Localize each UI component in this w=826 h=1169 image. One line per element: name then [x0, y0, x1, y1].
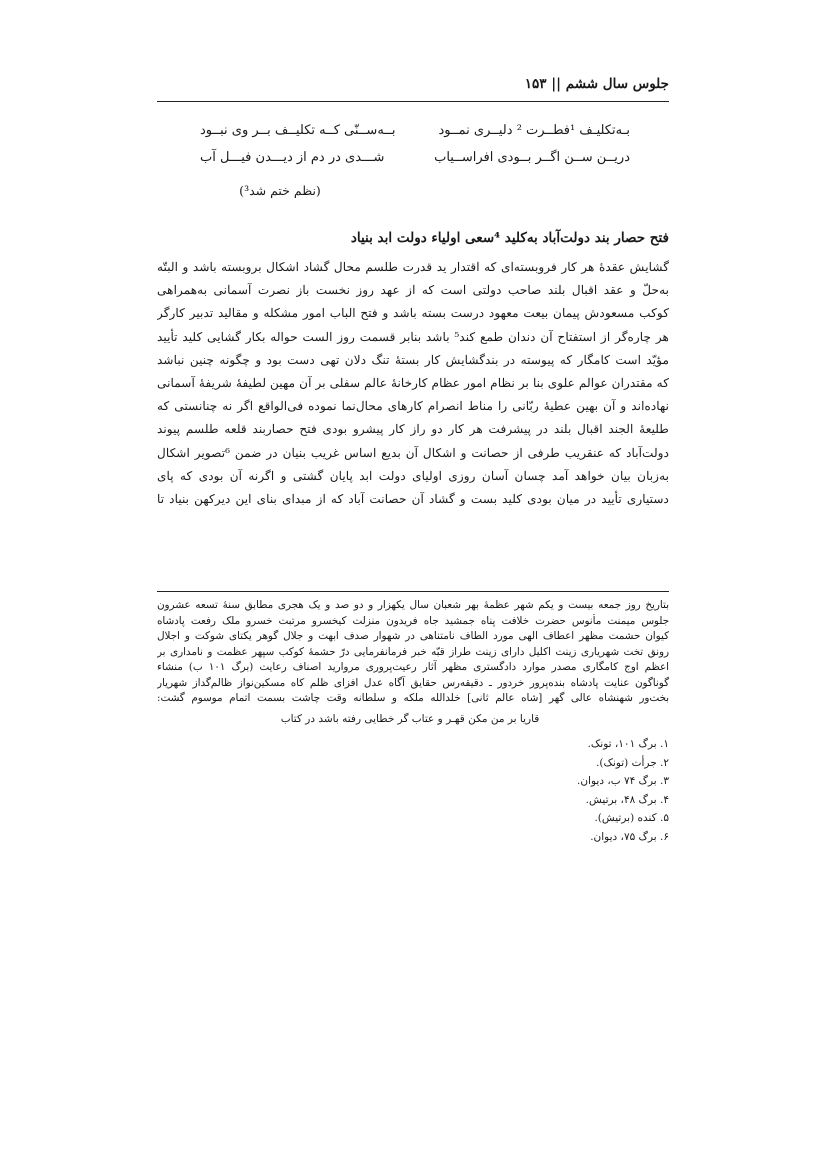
header-rule [157, 101, 669, 102]
footnote-item: ۳. برگ ۷۴ ب، دیوان. [577, 775, 669, 787]
footnote-line: رونق تخت شهریاری زینت اکلیل دارای زینت طراز قبّه خبر فرمانفرمایی درّ حشمهٔ کوکب سپهر عظمت و نامداری بر [157, 645, 669, 658]
footnote-item: ۶. برگ ۷۵، دیوان. [590, 830, 669, 843]
body-paragraph [157, 256, 669, 511]
poem-block [200, 123, 630, 177]
poem-closing-note: (نظم ختم شد³) [239, 183, 321, 198]
body-line: دولت‌آباد که عنقریب طرفی از حصانت و اشکال آن بدیع اساس غریب بنیان در ضمن ⁶تصویر اشکال [157, 445, 669, 460]
poem-line [200, 150, 630, 177]
footnote-line: جلوس میمنت مأنوس حضرت خلافت پناه جمشید جاه فریدون منزلت کیخسرو مرتبت خسرو ملک رفعت پادشاه [157, 614, 669, 627]
body-line: به‌حلّ و عقد اقبال بلند صاحب دولتی است که از عهد روز نخست باز نصرت آسمانی به‌همراهی [157, 283, 669, 298]
poem-hemistich-right: دریــن ســن اگــر بــودی افراســیاب [434, 150, 630, 165]
body-line: دستیاری تأیید در میان بودی کلید بست و گشاد آن حصانت آباد که از مبدای بنای این دیرکهن بنیاد تا [157, 491, 669, 506]
body-line: کوکب مسعودش پیمان بیعت معهود درست بسته باشد و فتح الباب امور مشکله و مقالید تدبیر کارگر [157, 306, 669, 321]
footnote-item: ۴. برگ ۴۸، برتیش. [585, 793, 669, 806]
poem-line [200, 123, 630, 150]
body-line: طلیعهٔ الجند اقبال بلند در پیشرفت هر کار دو راز کار پیشرو بودی فتح حصاربند قلعه طلسم پیوند [157, 422, 669, 437]
poem-hemistich-right: بـه‌تکلیـف ¹فطــرت ² دلیــری نمــود [438, 123, 630, 138]
footnote-line: گوناگون عنایت پادشاه بنده‌پرور خردور ـ دقیقه‌رس حقایق آگاه عدل افزای ظلم کاه مسکین‌نواز ظالم‌گداز شهریار [157, 676, 669, 689]
footnote-verse: قاریا بر من مکن قهـر و عتاب گر خطایی رفته باشد در کتاب [280, 713, 540, 725]
poem-hemistich-left: بــه‌ســنّی کــه تکلیــف بــر وی نبــود [200, 123, 396, 138]
footnote-rule [157, 591, 669, 592]
running-head: جلوس سال ششم || ۱۵۳ [524, 76, 669, 92]
footnote-list [157, 735, 669, 846]
footnote-line: بخت‌ور شهنشاه عالی گهر [شاه عالم ثانی] خلدالله ملکه و سلطانه وقت چاشت بسمت اتمام موسوم گشت: [157, 692, 669, 704]
body-line: نهاده‌اند و آن بهین عطیهٔ ربّانی را مناط انصرام کارهای محال‌نما نموده فی‌الواقع اگر نه چنانستی که [157, 399, 669, 414]
poem-hemistich-left: شـــدی در دم از دیـــدن فیـــل آب [200, 150, 385, 165]
body-line: گشایش عقدهٔ هر کار فروبسته‌ای که اقتدار ید قدرت طلسم محال گشاد اشکال بروبسته باشد و البتّه [157, 260, 669, 274]
section-title: فتح حصار بند دولت‌آباد به‌کلید ⁴سعی اولیاء دولت ابد بنیاد [350, 230, 669, 246]
body-line: که مقتدران عوالم علوی بنا بر نظام امور عظام کارخانهٔ عالم سفلی بر آن مهین لطیفهٔ شریفهٔ آسمانی [157, 375, 669, 390]
body-line: به‌زبان بیان خواهد آمد چسان آسان روزی اولیای دولت ابد پایان گشتی و اگرنه آن بودی که پای [157, 468, 669, 483]
footnote-line: بتاریخ روز جمعه بیست و یکم شهر عظمهٔ بهر شعبان سال یکهزار و دو صد و یک هجری مطابق سنهٔ تسعه عشرون [157, 599, 669, 611]
body-line: هر چاره‌گر از استفتاح آن دندان طمع کند⁵ باشد بنابر قسمت روز الست حواله بکار گشایی کلید تأیید [157, 329, 669, 344]
footnote-paragraph [157, 598, 669, 707]
footnote-item: ۵. کنده (برتیش). [594, 812, 669, 824]
footnote-line: کیوان حشمت مظهر اعطاف الهی مورد الطاف نامتناهی در شهوار صدف ابهت و جلال گوهر یکتای شوکت و اجلال [157, 630, 669, 642]
body-line: مؤیّد است کامگار که پیوسته در بندگشایش کار بستهٔ تنگ دلان تهی دست بود و چگونه چنین نباشد [157, 352, 669, 367]
footnote-line: اعظم اوج کامگاری مصدر موارد دادگستری مظهر آثار رعیت‌پروری مرواريد اصناف رعایت (برگ ۱۰۱ ب) منشاء [157, 661, 669, 673]
footnote-item: ۱. برگ ۱۰۱، تونک. [587, 738, 669, 750]
footnote-item: ۲. جرأت (تونک). [596, 756, 669, 769]
